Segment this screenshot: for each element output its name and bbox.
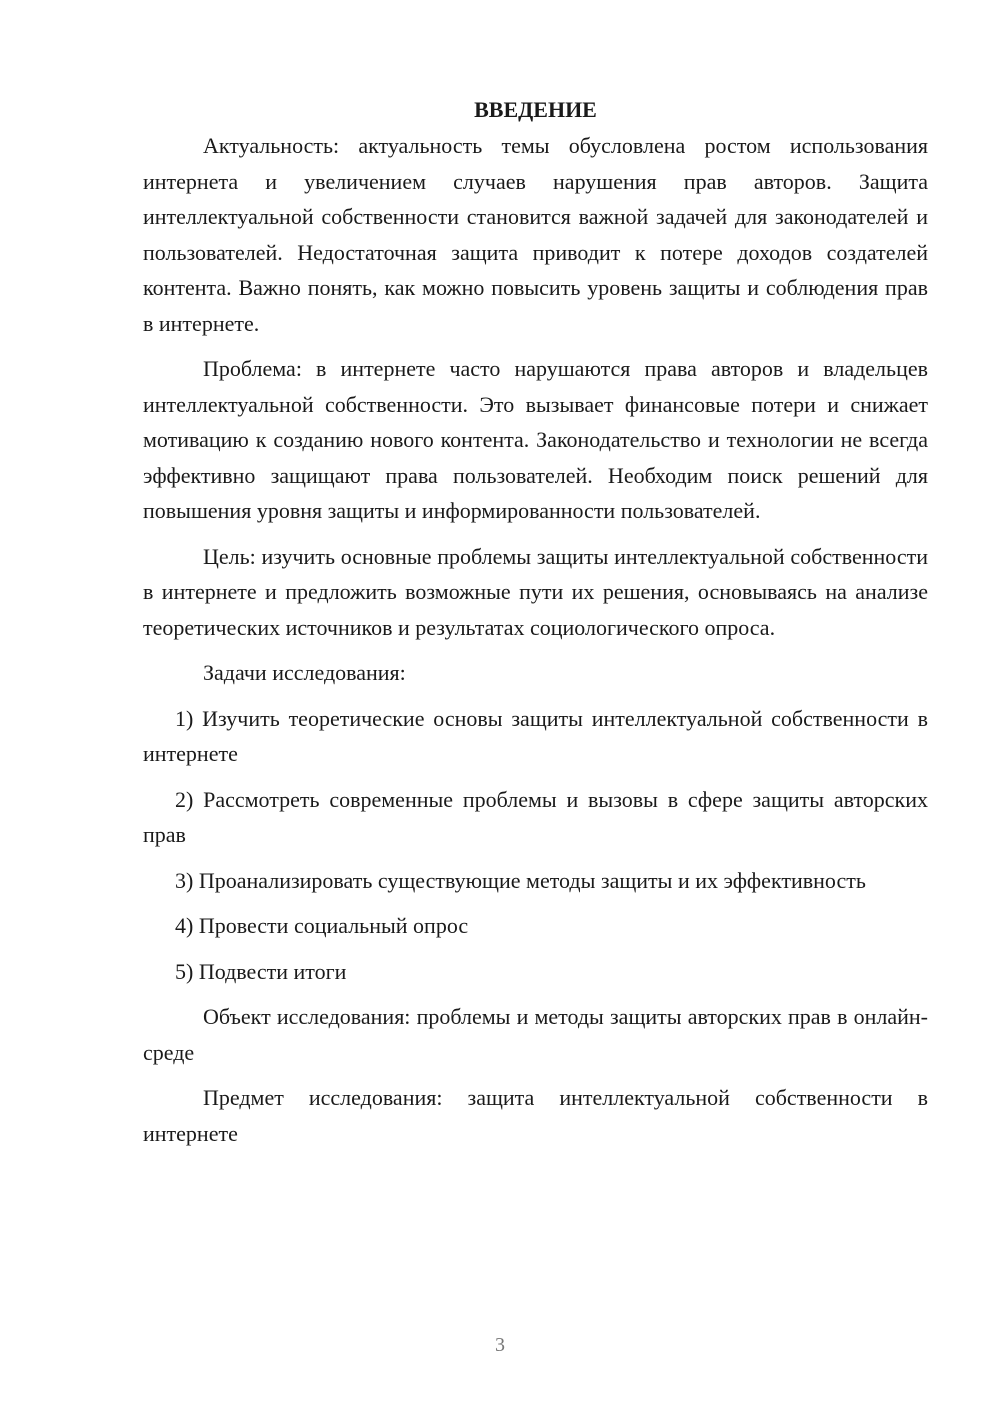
task-item-2: 2) Рассмотреть современные проблемы и вызовы в сфере защиты авторских прав: [143, 786, 928, 847]
task-item-3: 3) Проанализировать существующие методы защиты и их эффективность: [175, 867, 866, 893]
problem-paragraph: Проблема: в интернете часто нарушаются права авторов и владельцев интеллектуальной собственности. Это вызывает финансовые потери и снижает мотивацию к созданию нового контента. Законодательство и технологии не всегда эффективно защищают права пользователей. Необходим поиск решений для повышения уровня защиты и информированности пользователей.: [143, 356, 928, 523]
document-page: [143, 92, 928, 1161]
relevance-paragraph: Актуальность: актуальность темы обусловлена ростом использования интернета и увеличением случаев нарушения прав авторов. Защита интеллектуальной собственности становится важной задачей для законодателей и пользователей. Недостаточная защита приводит к потере доходов создателей контента. Важно понять, как можно повысить уровень защиты и соблюдения прав в интернете.: [143, 133, 928, 336]
task-item-5: 5) Подвести итоги: [175, 958, 347, 984]
task-item-4: 4) Провести социальный опрос: [175, 913, 469, 938]
task-item-1: 1) Изучить теоретические основы защиты интеллектуальной собственности в интернете: [143, 705, 928, 766]
research-object-paragraph: Объект исследования: проблемы и методы защиты авторских прав в онлайн-среде: [143, 1004, 928, 1065]
research-subject-paragraph: Предмет исследования: защита интеллектуальной собственности в интернете: [143, 1085, 928, 1146]
tasks-heading: Задачи исследования:: [203, 660, 406, 685]
page-number: 3: [495, 1334, 505, 1356]
goal-paragraph: Цель: изучить основные проблемы защиты интеллектуальной собственности в интернете и предложить возможные пути их решения, основываясь на анализе теоретических источников и результатах социологического опроса.: [143, 543, 928, 640]
section-heading: ВВЕДЕНИЕ: [474, 97, 597, 122]
